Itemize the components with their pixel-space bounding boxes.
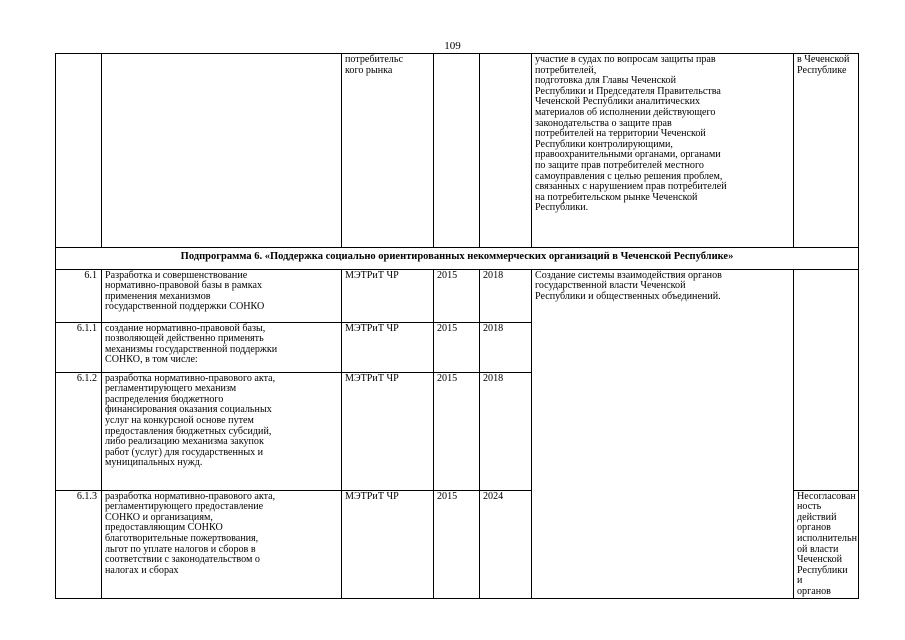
row-start-year: 2015 — [434, 322, 480, 372]
row-start-year: 2015 — [434, 490, 480, 598]
row-text: Разработка и совершенствование нормативно-правовой базы в рамках применения механизмов государственной поддержки СОНКО — [102, 269, 342, 322]
result-cell: Создание системы взаимодействия органов государственной власти Чеченской Республики и общественных объединений. — [532, 269, 794, 598]
row-number: 6.1.2 — [56, 372, 102, 490]
risk-cell-empty — [794, 269, 859, 490]
risk-cell: Несогласован ность действий органов исполнительн ой власти Чеченской Республики и органов — [794, 490, 859, 598]
continuation-executor: потребительс кого рынка — [342, 54, 434, 248]
row-executor: МЭТРиТ ЧР — [342, 490, 434, 598]
program-table — [55, 53, 859, 599]
row-start-year: 2015 — [434, 269, 480, 322]
table-row — [56, 269, 859, 322]
row-executor: МЭТРиТ ЧР — [342, 322, 434, 372]
subprogram-row — [56, 248, 859, 270]
row-executor: МЭТРиТ ЧР — [342, 269, 434, 322]
page-number: 109 — [444, 40, 461, 52]
row-end-year: 2024 — [480, 490, 532, 598]
continuation-row — [56, 54, 859, 248]
row-text: разработка нормативно-правового акта, регламентирующего предоставление СОНКО и организациям, предоставляющим СОНКО благотворительные пожертвования, льгот по уплате налогов и сборов в соответствии с законодательством о налогах и сборах — [102, 490, 342, 598]
row-number: 6.1 — [56, 269, 102, 322]
row-end-year: 2018 — [480, 322, 532, 372]
cell-text-empty — [102, 54, 342, 248]
row-number: 6.1.3 — [56, 490, 102, 598]
row-start-year: 2015 — [434, 372, 480, 490]
cell-end-empty — [480, 54, 532, 248]
row-text: создание нормативно-правовой базы, позволяющей действенно применять механизмы государственной поддержки СОНКО, в том числе: — [102, 322, 342, 372]
continuation-result: участие в судах по вопросам защиты прав потребителей, подготовка для Главы Чеченской Республики и Председателя Правительства Чеченской Республики аналитических материалов об исполнении действующего законодательства о защите прав потребителей на территории Чеченской Республики контролирующими, правоохранительными органами, органами по защите прав потребителей местного самоуправления с целью решения проблем, связанных с нарушением прав потребителей на потребительском рынке Чеченской Республики. — [532, 54, 794, 248]
continuation-risk: в Чеченской Республике — [794, 54, 859, 248]
row-executor: МЭТРиТ ЧР — [342, 372, 434, 490]
subprogram-title: Подпрограмма 6. «Поддержка социально ориентированных некоммерческих организаций в Чеченской Республике» — [56, 248, 859, 270]
row-end-year: 2018 — [480, 372, 532, 490]
row-text: разработка нормативно-правового акта, регламентирующего механизм распределения бюджетного финансирования оказания социальных услуг на конкурсной основе путем предоставления бюджетных субсидий, либо реализацию механизма закупок работ (услуг) для государственных и муниципальных нужд. — [102, 372, 342, 490]
cell-num-empty — [56, 54, 102, 248]
row-number: 6.1.1 — [56, 322, 102, 372]
cell-start-empty — [434, 54, 480, 248]
row-end-year: 2018 — [480, 269, 532, 322]
